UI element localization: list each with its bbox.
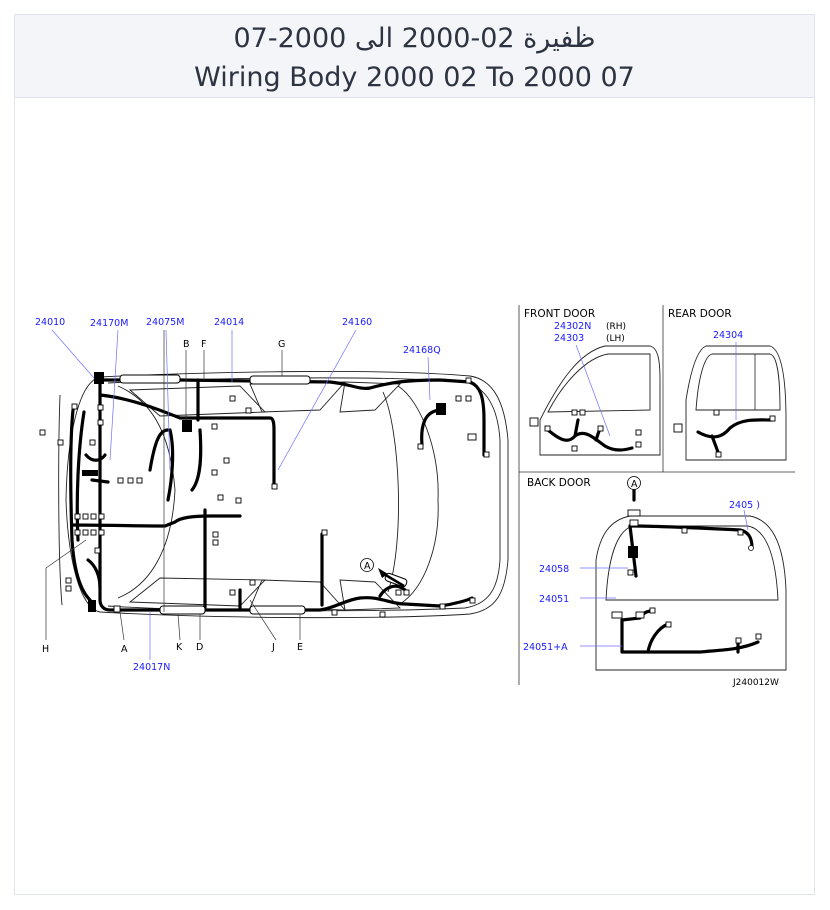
callout-24051: 24051	[539, 594, 570, 605]
body-harness	[71, 380, 484, 610]
letter-d: D	[196, 642, 204, 653]
page-title: Wiring Body 2000 02 To 2000 07	[194, 62, 635, 93]
callout-24051a: 24051+A	[523, 642, 568, 653]
letter-e: E	[297, 642, 304, 653]
letter-h: H	[42, 644, 50, 655]
callout-24017n: 24017N	[133, 662, 171, 673]
rh-label: (RH)	[606, 322, 627, 332]
callout-24014: 24014	[214, 317, 245, 328]
callout-24168q: 24168Q	[403, 345, 441, 356]
page-title-arabic: ظفيرة 02-2000 الى 2000-07	[233, 23, 596, 54]
letter-k: K	[176, 642, 183, 653]
back-door-heading: BACK DOOR	[527, 477, 591, 489]
lh-label: (LH)	[606, 334, 625, 344]
rear-door-heading: REAR DOOR	[668, 308, 732, 320]
letter-g: G	[278, 339, 286, 350]
letter-j: J	[272, 642, 275, 653]
callout-24010: 24010	[35, 317, 66, 328]
letter-f: F	[201, 339, 207, 350]
callout-24304: 24304	[713, 330, 744, 341]
callout-24058: 24058	[539, 564, 570, 575]
front-door-heading: FRONT DOOR	[524, 308, 596, 320]
front-door-drawing	[530, 346, 660, 455]
callout-24302n: 24302N	[554, 321, 592, 332]
callout-24170m: 24170M	[90, 318, 129, 329]
letter-a-circle-body: A	[364, 561, 371, 572]
letter-a-circle-back: A	[631, 479, 638, 490]
letter-b: B	[183, 339, 190, 350]
callout-24160: 24160	[342, 317, 373, 328]
callout-2405x: 2405 )	[729, 500, 760, 511]
letter-a: A	[121, 644, 128, 655]
callout-labels	[35, 317, 760, 673]
reference-code: J240012W	[733, 678, 779, 688]
panel-dividers	[519, 305, 795, 685]
callout-24075m: 24075M	[146, 317, 185, 328]
section-headings	[524, 308, 779, 688]
callout-24303: 24303	[554, 333, 585, 344]
rear-door-drawing	[674, 346, 786, 460]
